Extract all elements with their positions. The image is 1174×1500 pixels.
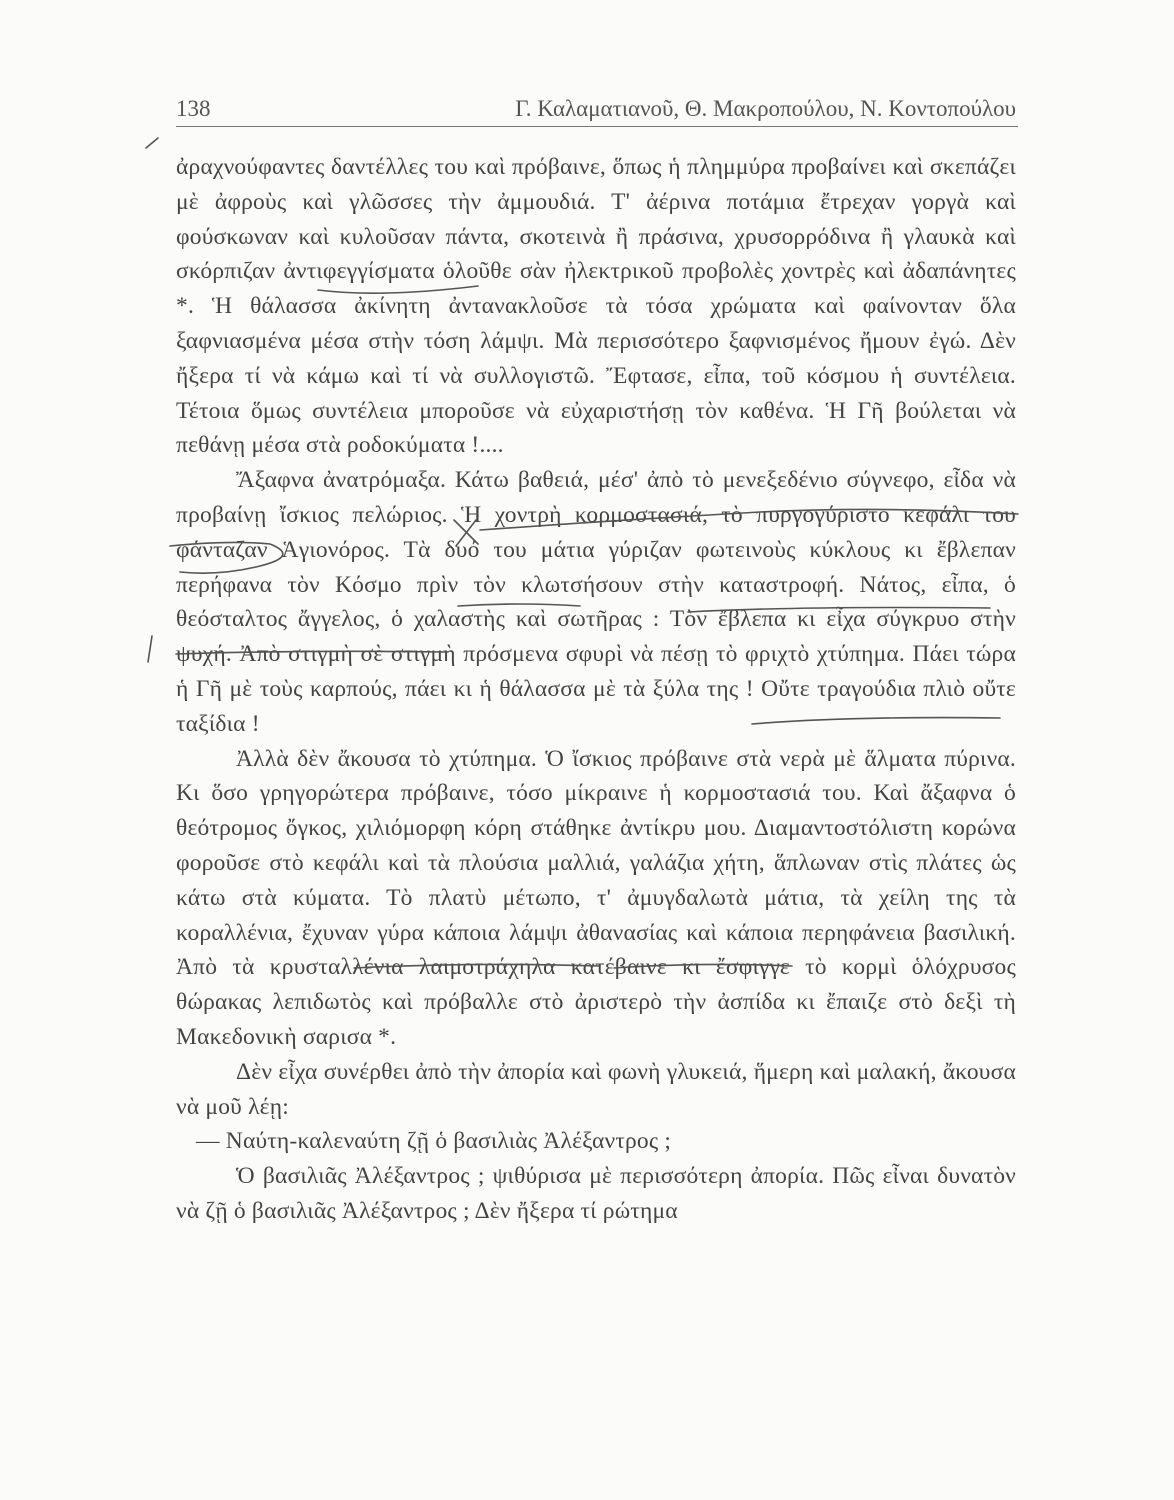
running-title: Γ. Καλαματιανοῦ, Θ. Μακροπούλου, Ν. Κοντοπούλου [515,96,1016,121]
paragraph-6: Ὁ βασιλιᾶς Ἀλέξαντρος ; ψιθύρισα μὲ περισσότερη ἀπορία. Πῶς εἶναι δυνατὸν νὰ ζῇ ὁ βασιλιᾶς Ἀλέξαντρος ; Δὲν ἤξερα τί ρώτημα [176,1163,1016,1224]
body-text [176,150,1016,1229]
header-rule [176,126,1018,127]
paragraph-5: — Ναύτη-καλεναύτη ζῇ ὁ βασιλιὰς Ἀλέξαντρος ; [196,1128,672,1155]
paragraph-3: Ἀλλὰ δὲν ἄκουσα τὸ χτύπημα. Ὁ ἴσκιος πρόβαινε στὰ νερὰ μὲ ἅλματα πύρινα. Κι ὅσο γρηγορώτερα πρόβαινε, τόσο μίκραινε ἡ κορμοστασιά του. Καὶ ἄξαφνα ὁ θεότρομος ὄγκος, χιλιόμορφη κόρη στάθηκε ἀντίκρυ μου. Διαμαντοστόλιστη κορώνα φοροῦσε στὸ κεφάλι καὶ τὰ πλούσια μαλλιά, γαλάζια χήτη, ἅπλωναν στὶς πλάτες ὡς κάτω στὰ κύματα. Τὸ πλατὺ μέτωπο, τ' ἀμυγδαλωτὰ μάτια, τὰ χείλη της τὰ κοραλλένια, ἔχυναν γύρα κάποια λάμψι ἀθανασίας καὶ κάποια περηφάνεια βασιλική. Ἀπὸ τὰ κρυσταλλένια λαιμοτράχηλα κατέβαινε κι ἔσφιγγε τὸ κορμὶ ὁλόχρυσος θώρακας λεπιδωτὸς καὶ πρόβαλλε στὸ ἀριστερὸ τὴν ἀσπίδα κι ἔπαιζε στὸ δεξὶ τὴ Μακεδονικὴ σαρισα *. [176,745,1016,1050]
page-number: 138 [176,96,211,121]
pencil-margin-line [148,636,152,662]
pencil-tick-mark [146,138,158,148]
paragraph-2: Ἄξαφνα ἀνατρόμαξα. Κάτω βαθειά, μέσ' ἀπὸ τὸ μενεξεδένιο σύγνεφο, εἶδα νὰ προβαίνῃ ἴσκιος πελώριος. Ἡ χοντρὴ κορμοστασιά, τὸ πυργογύριστο κεφάλι του φάνταζαν Ἁγιονόρος. Τὰ δυό του μάτια γύριζαν φωτεινοὺς κύκλους κι ἔβλεπαν περήφανα τὸν Κόσμο πρὶν τὸν κλωτσήσουν στὴν καταστροφή. Νάτος, εἶπα, ὁ θεόσταλτος ἄγγελος, ὁ χαλαστὴς καὶ σωτῆρας : Τὸν ἔβλεπα κι εἶχα σύγκρυο στὴν ψυχή. Ἀπὸ στιγμὴ σὲ στιγμὴ πρόσμενα σφυρὶ νὰ πέσῃ τὸ φριχτὸ χτύπημα. Πάει τώρα ἡ Γῆ μὲ τοὺς καρπούς, πάει κι ἡ θάλασσα μὲ τὰ ξύλα της ! Οὔτε τραγούδια πλιὸ οὔτε ταξίδια ! [176,467,1016,737]
paragraph-4: Δὲν εἶχα συνέρθει ἀπὸ τὴν ἀπορία καὶ φωνὴ γλυκειά, ἥμερη καὶ μαλακή, ἄκουσα νὰ μοῦ λέῃ: [176,1058,1016,1120]
running-header [176,82,1016,122]
paragraph-1: ἀραχνούφαντες δαντέλλες του καὶ πρόβαινε, ὅπως ἡ πλημμύρα προβαίνει καὶ σκεπάζει μὲ ἀφροὺς καὶ γλῶσσες τὴν ἀμμουδιά. Τ' ἀέρινα ποτάμια ἔτρεχαν γοργὰ καὶ φούσκωναν καὶ κυλοῦσαν πάντα, σκοτεινὰ ἢ πράσινα, χρυσορρόδινα ἢ γλαυκὰ καὶ σκόρπιζαν ἀντιφεγγίσματα ὁλοῦθε σὰν ἠλεκτρικοῦ προβολὲς χοντρὲς καὶ ἀδαπάνητες *. Ἡ θάλασσα ἀκίνητη ἀντανακλοῦσε τὰ τόσα χρώματα καὶ φαίνονταν ὅλα ξαφνιασμένα μέσα στὴν τόση λάμψι. Μὰ περισσότερο ξαφνισμένος ἤμουν ἐγώ. Δὲν ἤξερα τί νὰ κάμω καὶ τί νὰ συλλογιστῶ. Ἔφτασε, εἶπα, τοῦ κόσμου ἡ συντέλεια. Τέτοια ὅμως συντέλεια μποροῦσε νὰ εὐχαριστήσῃ τὸν καθένα. Ἡ Γῆ βούλεται νὰ πεθάνῃ μέσα στὰ ροδοκύματα !.... [176,154,1016,459]
